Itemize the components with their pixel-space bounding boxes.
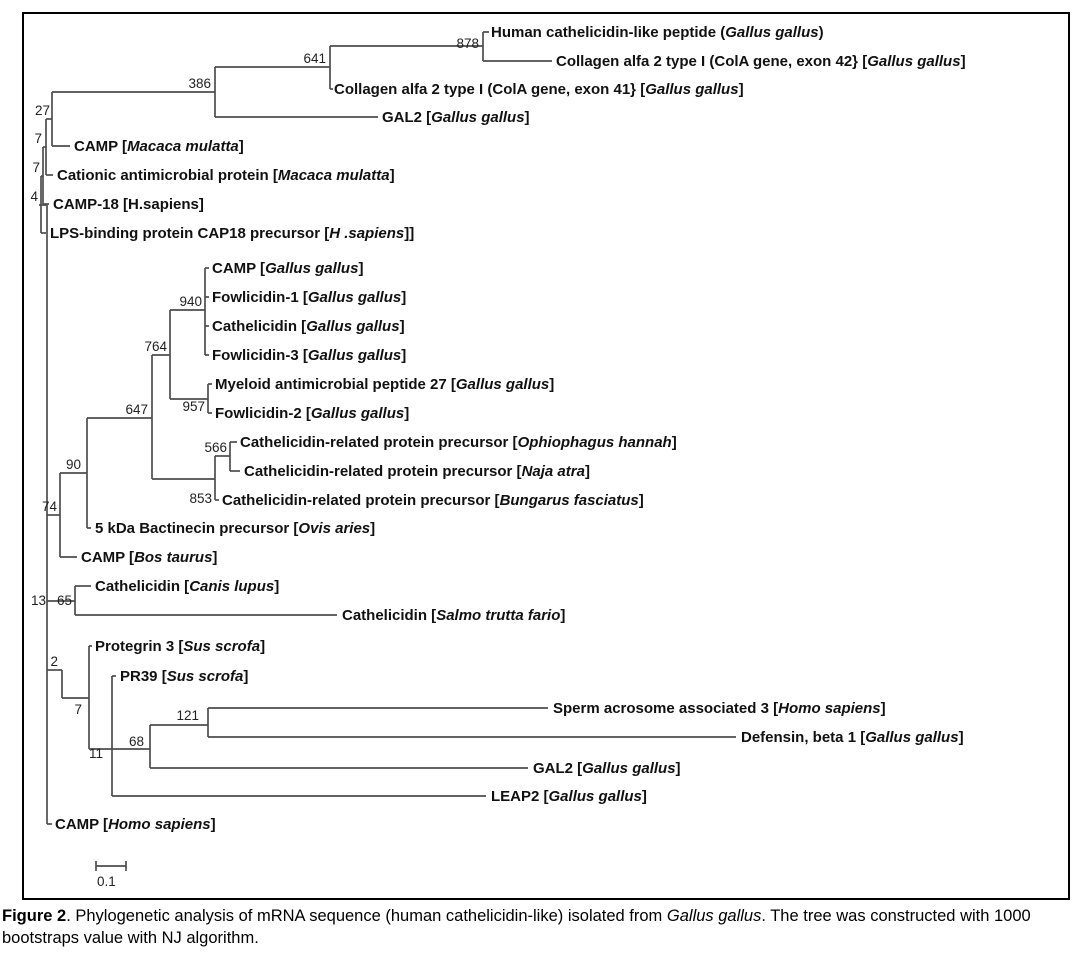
leaf-label: LPS-binding protein CAP18 precursor [H .sapiens]]	[50, 224, 415, 242]
figure-caption-species: Gallus gallus	[666, 907, 762, 925]
figure-caption	[2, 906, 1077, 950]
bootstrap-value: 7	[34, 131, 42, 146]
bootstrap-value: 878	[456, 36, 479, 51]
bootstrap-value: 647	[125, 402, 148, 417]
leaf-label: Fowlicidin-1 [Gallus gallus]	[212, 288, 407, 306]
leaf-label: CAMP-18 [H.sapiens]	[53, 195, 204, 213]
bootstrap-value: 641	[303, 51, 326, 66]
leaf-label: LEAP2 [Gallus gallus]	[491, 787, 647, 805]
bootstrap-value: 566	[204, 440, 227, 455]
bootstrap-value: 11	[88, 746, 103, 761]
leaf-label: Collagen alfa 2 type I (ColA gene, exon 41} [Gallus gallus]	[334, 80, 744, 98]
leaf-label: CAMP [Bos taurus]	[81, 548, 218, 566]
leaf-label: CAMP [Macaca mulatta]	[74, 137, 244, 155]
leaf-label: CAMP [Gallus gallus]	[212, 259, 364, 277]
bootstrap-value: 7	[74, 702, 82, 717]
leaf-label: Cathelicidin [Canis lupus]	[95, 577, 280, 595]
leaf-label: CAMP [Homo sapiens]	[55, 815, 216, 833]
leaf-label: Myeloid antimicrobial peptide 27 [Gallus gallus]	[215, 375, 555, 393]
leaf-label: Sperm acrosome associated 3 [Homo sapiens]	[553, 699, 886, 717]
bootstrap-value: 386	[188, 76, 211, 91]
leaf-label: Collagen alfa 2 type I (ColA gene, exon 42} [Gallus gallus]	[556, 52, 966, 70]
scale-bar-label: 0.1	[97, 874, 116, 889]
bootstrap-value: 4	[30, 189, 38, 204]
bootstrap-value: 65	[56, 593, 72, 608]
leaf-label: Cationic antimicrobial protein [Macaca mulatta]	[57, 166, 395, 184]
figure-caption-body-1: . Phylogenetic analysis of mRNA sequence (human cathelicidin-like) isolated from	[66, 907, 667, 925]
figure-caption-body-2: . The tree was constructed with 1000 bootstraps value with NJ algorithm.	[2, 907, 1031, 947]
bootstrap-value: 74	[41, 499, 57, 514]
bootstrap-value: 121	[176, 708, 199, 723]
bootstrap-value: 27	[34, 103, 50, 118]
bootstrap-value: 90	[65, 457, 81, 472]
bootstrap-value: 13	[30, 593, 46, 608]
bootstrap-value: 853	[189, 491, 212, 506]
leaf-label: Cathelicidin-related protein precursor [Naja atra]	[244, 462, 590, 480]
bootstrap-value: 957	[182, 399, 205, 414]
bootstrap-value: 68	[128, 734, 144, 749]
leaf-label: Fowlicidin-2 [Gallus gallus]	[215, 404, 410, 422]
tree-labels	[30, 24, 965, 890]
leaf-label: Cathelicidin-related protein precursor [Ophiophagus hannah]	[240, 433, 677, 451]
leaf-label: Protegrin 3 [Sus scrofa]	[95, 637, 266, 655]
leaf-label: Human cathelicidin-like peptide (Gallus gallus)	[491, 23, 824, 41]
leaf-label: Cathelicidin [Salmo trutta fario]	[342, 606, 566, 624]
leaf-label: GAL2 [Gallus gallus]	[533, 759, 681, 777]
figure-caption-label: Figure 2	[2, 907, 67, 925]
leaf-label: GAL2 [Gallus gallus]	[382, 108, 530, 126]
leaf-label: Fowlicidin-3 [Gallus gallus]	[212, 346, 407, 364]
bootstrap-value: 7	[32, 160, 40, 175]
leaf-label: Defensin, beta 1 [Gallus gallus]	[741, 728, 964, 746]
bootstrap-value: 2	[50, 654, 58, 669]
leaf-label: PR39 [Sus scrofa]	[120, 667, 249, 685]
leaf-label: Cathelicidin [Gallus gallus]	[212, 317, 405, 335]
bootstrap-value: 940	[179, 294, 202, 309]
leaf-label: Cathelicidin-related protein precursor [Bungarus fasciatus]	[222, 491, 644, 509]
bootstrap-value: 764	[144, 339, 167, 354]
leaf-label: 5 kDa Bactinecin precursor [Ovis aries]	[95, 519, 376, 537]
